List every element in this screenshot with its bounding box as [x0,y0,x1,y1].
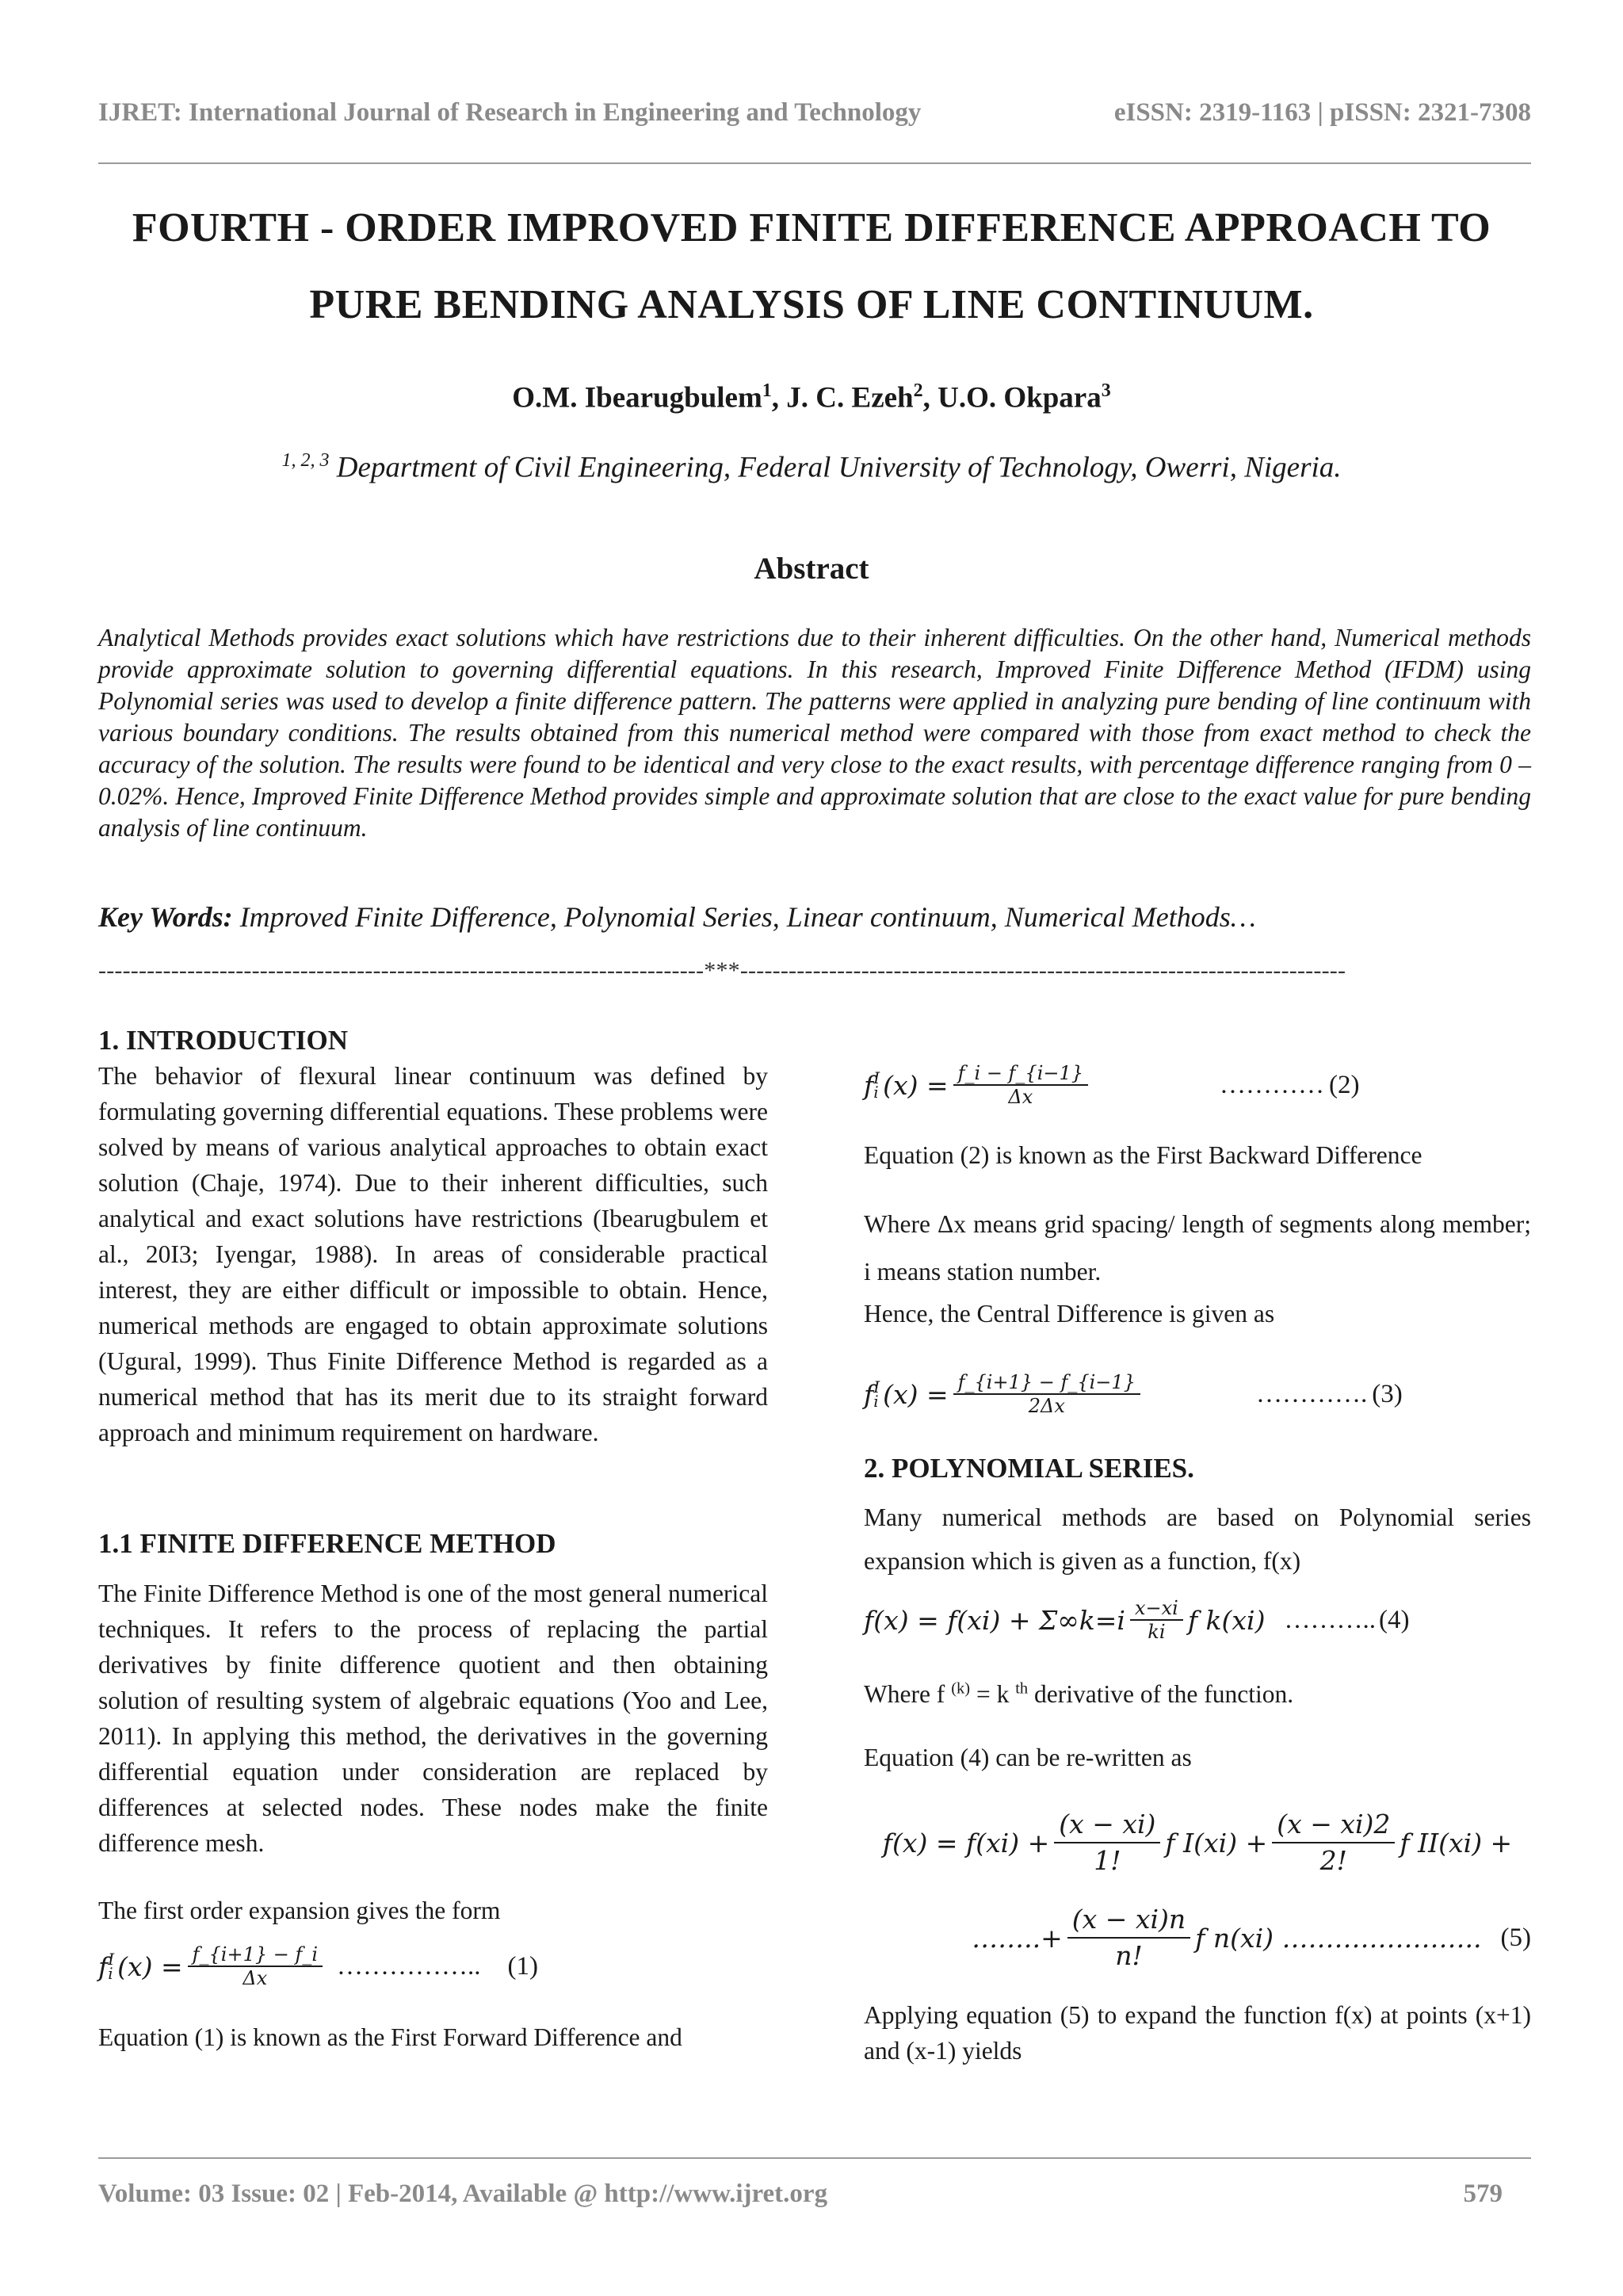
author-2: , J. C. Ezeh [771,381,914,415]
eq4-numerator: x−xi [1130,1597,1183,1621]
eq4-fraction [1130,1597,1183,1643]
author-3: , U.O. Okpara [922,381,1102,415]
rewritten-text: Equation (4) can be re-written as [864,1744,1192,1771]
eq4-dots: ……….. [1284,1605,1376,1634]
first-order-text: The first order expansion gives the form [98,1897,501,1924]
eq5-term1-num: (x − xi) [1054,1807,1160,1843]
eq3-fraction [953,1371,1140,1417]
eq5-number: (5) [1500,1923,1531,1952]
eq2-fraction [953,1062,1088,1108]
where2-sup-k: (k) [951,1679,971,1698]
author-1-affil: 1 [762,380,772,401]
equation-1 [98,1943,768,1989]
eq4-lhs: f(x) = f(xi) + Σ∞k=i [864,1604,1125,1636]
eq1-note: Equation (1) is known as the First Forward Difference and [98,2023,682,2051]
eq2-number: (2) [1329,1070,1360,1099]
eq2-note: Equation (2) is known as the First Backward Difference [864,1141,1423,1169]
eq4-number: (4) [1378,1605,1410,1634]
where2-b: = k [970,1680,1016,1708]
keywords-text: Improved Finite Difference, Polynomial Series, Linear continuum, Numerical Methods… [232,901,1256,933]
eq5-term2 [1272,1807,1395,1878]
equation-5-line2 [864,1902,1531,1973]
eq3-sub: i [873,1392,879,1411]
eq5-term1-den: 1! [1094,1845,1121,1876]
affiliation [0,450,1623,484]
footer-rule [98,2157,1531,2159]
eq1-sup: I [108,1950,115,1969]
eq5-term3 [1067,1902,1190,1973]
fdm-heading: 1.1 FINITE DIFFERENCE METHOD [98,1528,556,1559]
intro-text: The behavior of flexural linear continuum was defined by formulating governing differential equations. These problems were solved by means of various analytical approaches to obtain exact solution (Chaje, 1974). Due to their inherent difficulties, such analytical and exact solutions have restrictions (Ibearugbulem et al., 20I3; Iyengar, 1988). In areas of considerable practical interest, they are either difficult or impossible to obtain. Hence, numerical methods are engaged to obtain approximate solutions (Ugural, 1999). Thus Finite Difference Method is regarded as a numerical method that has its merit due to its straight forward approach and minimum requirement on hardware. [98,1062,768,1446]
where-text: Where Δx means grid spacing/ length of segments along member; i means station number. [864,1210,1531,1286]
eq1-f: f [98,1950,109,1982]
eq2-dots: ………… [1220,1070,1325,1099]
equation-4 [864,1597,1531,1643]
eq5-part-a: f(x) = f(xi) + [882,1827,1050,1859]
poly-text: Many numerical methods are based on Polynomial series expansion which is given as a function, f(x) [864,1503,1531,1575]
eq5-term1 [1054,1807,1160,1878]
eq5-part-b: f I(xi) + [1165,1827,1268,1859]
eq1-sub: i [108,1964,113,1983]
poly-section [864,1450,1531,1583]
fdm-text: The Finite Difference Method is one of the most general numerical techniques. It refers to the process of replacing the partial derivatives by finite difference quotient and then obtaining solution of resulting system of algebraic equations (Yoo and Lee, 2011). In applying this method, the derivatives in the governing differential equation under consideration are replaced by differences at selected nodes. These nodes make the finite difference mesh. [98,1580,768,1857]
eq5-term2-den: 2! [1319,1845,1347,1876]
fdm-section [98,1526,768,1861]
abstract-text: Analytical Methods provides exact solutions which have restrictions due to their inherent difficulties. On the other hand, Numerical methods provide approximate solution to governing differential equations. In this research, Improved Finite Difference Method (IFDM) using Polynomial series was used to develop a finite difference pattern. The patterns were applied in analyzing pure bending of line continuum with various boundary conditions. The results obtained from this numerical method were compared with those from exact method to check the accuracy of the solution. The results were found to be identical and very close to the exact results, with percentage difference ranging from 0 – 0.02%. Hence, Improved Finite Difference Method provides simple and approximate solution that are close to the exact value for pure bending analysis of line continuum. [98,624,1531,842]
eq1-number: (1) [507,1951,539,1981]
eq2-sub: i [873,1083,879,1102]
journal-header: IJRET: International Journal of Research in Engineering and Technology [98,98,922,127]
affiliation-text: Department of Civil Engineering, Federal University of Technology, Owerri, Nigeria. [329,451,1342,484]
header-rule [98,162,1531,164]
intro-heading: 1. INTRODUCTION [98,1025,349,1056]
eq4-denominator: ki [1148,1621,1166,1643]
eq1-fraction [188,1943,323,1989]
eq1-dots: …………….. [337,1951,481,1981]
affiliation-marks: 1, 2, 3 [281,450,330,471]
equation-5-line1 [864,1807,1531,1878]
eq3-sup: I [873,1377,880,1396]
where-derivative [864,1676,1531,1712]
eq5-part-c: f II(xi) + [1400,1827,1513,1859]
author-2-affil: 2 [913,380,923,401]
author-1: O.M. Ibearugbulem [512,381,762,415]
page-number: 579 [1463,2179,1503,2208]
section-separator: ---------------------------------------------------------------------------***--------------------------------------------------------------------------- [98,957,1346,984]
eq3-f: f [864,1378,874,1410]
poly-heading: 2. POLYNOMIAL SERIES. [864,1453,1194,1484]
keywords [98,900,1531,934]
authors [0,380,1623,415]
eq1-denominator: Δx [242,1967,268,1989]
author-3-affil: 3 [1101,380,1111,401]
eq5-part-d: ……..+ [972,1922,1063,1954]
eq2-numerator: f_i − f_{i−1} [953,1062,1088,1086]
equation-3 [864,1371,1531,1417]
equation-2 [864,1062,1531,1108]
eq4-tail: f k(xi) [1187,1604,1266,1636]
applying-text: Applying equation (5) to expand the function f(x) at points (x+1) and (x-1) yields [864,2001,1531,2065]
paper-title-line2: PURE BENDING ANALYSIS OF LINE CONTINUUM. [309,282,1314,327]
paper-title-line1: FOURTH - ORDER IMPROVED FINITE DIFFERENCE APPROACH TO [132,205,1491,250]
eq1-numerator: f_{i+1} − f_i [188,1943,323,1967]
eq2-denominator: Δx [1008,1086,1033,1108]
eq3-denominator: 2Δx [1028,1395,1065,1417]
eq2-arg: (x) = [883,1069,949,1101]
footer-volume: Volume: 03 Issue: 02 | Feb-2014, Available @ http://www.ijret.org [98,2179,828,2208]
intro-section [98,1022,768,1450]
eq5-term3-den: n! [1115,1940,1143,1971]
eq2-sup: I [873,1068,880,1087]
eq3-arg: (x) = [883,1378,949,1410]
abstract-heading: Abstract [754,552,869,586]
where2-sup-th: th [1015,1679,1029,1698]
where2-c: derivative of the function. [1028,1680,1294,1708]
eq3-numerator: f_{i+1} − f_{i−1} [953,1371,1140,1395]
eq3-number: (3) [1372,1379,1403,1408]
eq2-f: f [864,1069,874,1101]
eq5-term3-num: (x − xi)n [1067,1902,1190,1939]
eq1-arg: (x) = [117,1950,183,1982]
issn-header: eISSN: 2319-1163 | pISSN: 2321-7308 [1113,98,1531,127]
eq5-term2-num: (x − xi)2 [1272,1807,1395,1843]
central-text: Hence, the Central Difference is given as [864,1300,1275,1328]
keywords-label: Key Words: [98,901,233,933]
eq5-part-e: f n(xi) ………………….. [1195,1922,1482,1954]
where2-a: Where f [864,1680,952,1708]
eq3-dots: …………. [1255,1379,1368,1408]
